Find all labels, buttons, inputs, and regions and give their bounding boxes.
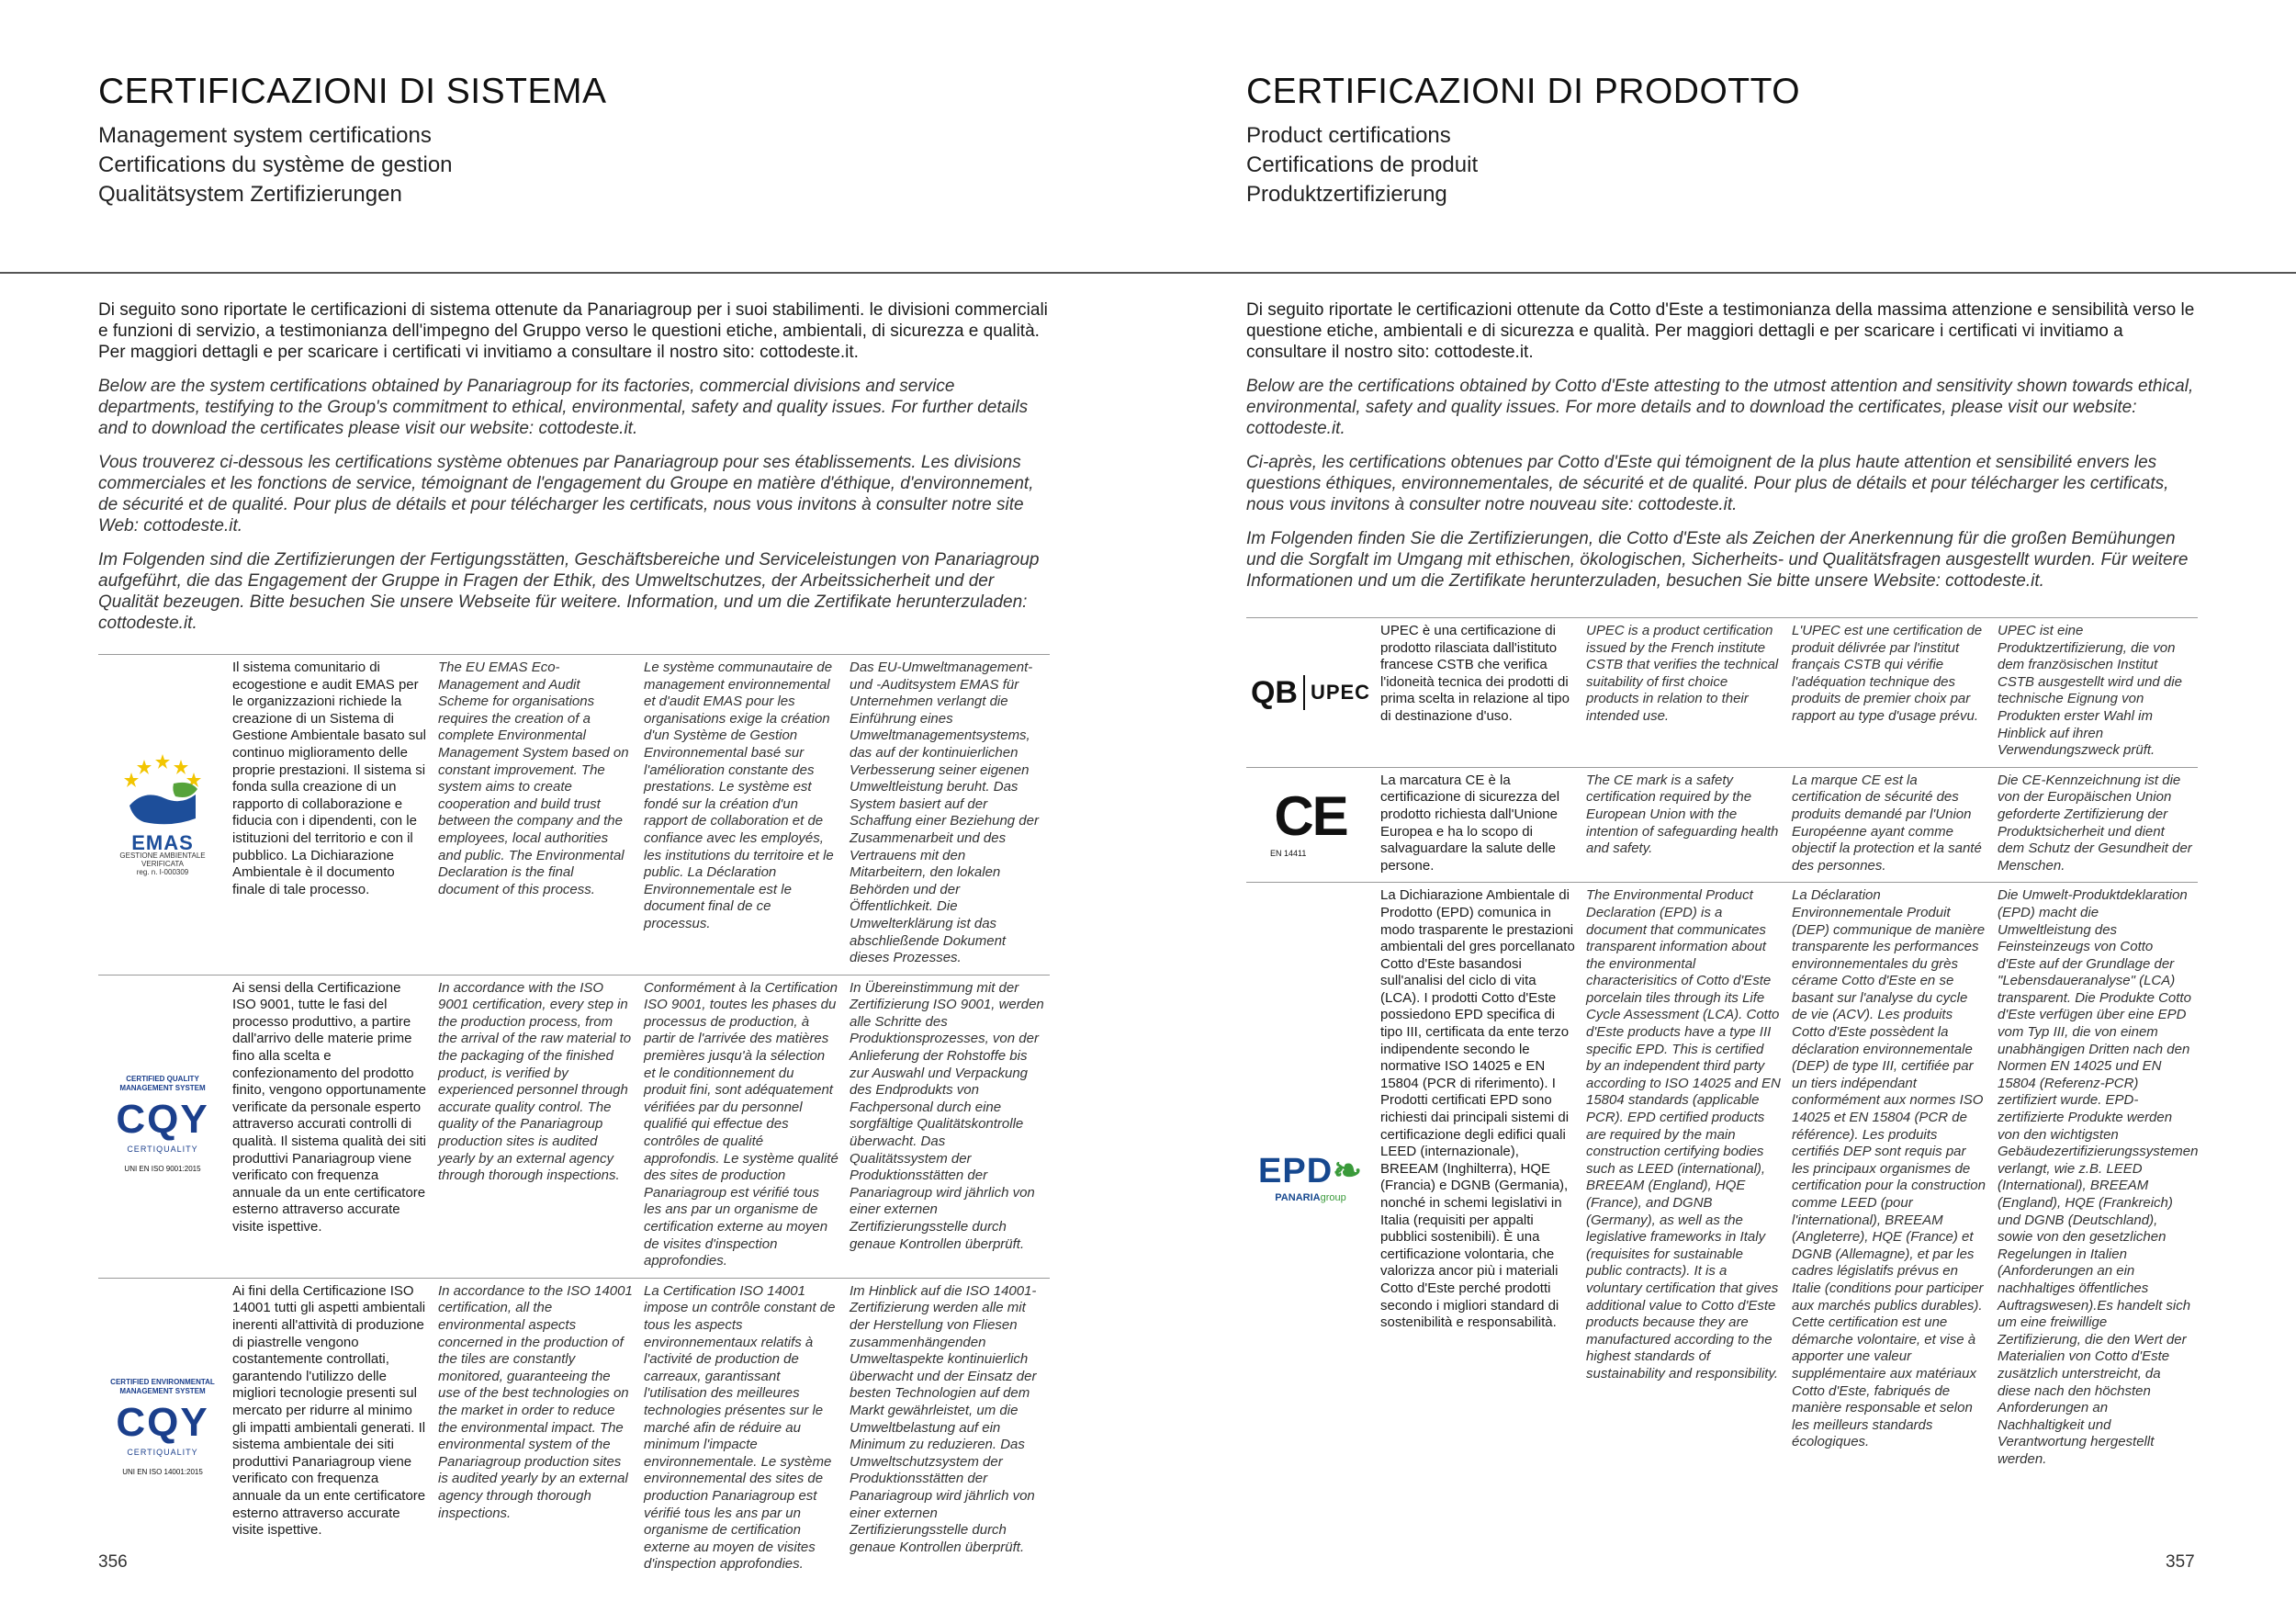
epd-logo-cell <box>1246 883 1375 1476</box>
iso9001-text-it: Ai sensi della Certificazione ISO 9001, tutte le fasi del processo produttivo, a partire dall'arrivo delle materie prime fino alla scelta e confezionamento del prodotto finito, vengono opportunamente verificate da personale esperto attraverso accurati controlli di qualità. Il sistema qualità dei siti produttivi Panariagroup viene verificato con frequenza annuale da un ente certificatore esterno attraverso accurate visite ispettive. <box>227 975 433 1278</box>
table-row <box>1246 618 2198 768</box>
epd-mark-icon <box>1250 1153 1371 1190</box>
left-subtitle-en: Management system certifications <box>98 123 432 148</box>
table-row <box>1246 883 2198 1476</box>
right-subtitles <box>1246 121 1478 209</box>
table-row <box>98 655 1050 976</box>
ce-logo-cell <box>1246 767 1375 883</box>
panaria-group-brand <box>1250 1190 1371 1207</box>
cqy-14001-wordmark: CQY <box>116 1399 209 1445</box>
ce-text-it: La marcatura CE è la certificazione di sicurezza del prodotto richiesta dall'Unione Europea e ha lo scopo di salvaguardare la salute delle persone. <box>1375 767 1581 883</box>
left-page-title: CERTIFICAZIONI DI SISTEMA <box>98 72 607 111</box>
emas-text-fr: Le système communautaire de management environnemental et d'audit EMAS pour les organisations exige la création d'un Système de Gestion Environnemental basé sur l'amélioration constante des prestations. Le système est fondé sur la création d'un rapport de collaboration et de confiance avec les employés, les institutions du territoire et le public. La Déclaration Environnementale est le document final de ce processus. <box>638 655 844 976</box>
iso9001-text-de: In Übereinstimmung mit der Zertifizierung ISO 9001, werden alle Schritte des Produktionsprozesses, von der Anlieferung der Rohstoffe bis zur Auswahl und Verpackung des Endprodukts von Fachpersonal durch eine sorgfältige Qualitätskontrolle überwacht. Das Qualitätssystem der Produktionsstätten der Panariagroup wird jährlich von einer externen Zertifizierungsstelle durch genaue Kontrollen überprüft. <box>844 975 1050 1278</box>
epd-text-en: The Environmental Product Declaration (EPD) is a document that communicates transparent information about the environmental characterisitics of Cotto d'Este porcelain tiles through its Life Cycle Assessment (LCA). Cotto d'Este products have a type III specific EPD. This is certified by an independent third party according to ISO 14025 and EN 15804 standards (applicable PCR). EPD certified products are required by the main construction certifying bodies such as LEED (international), BREEAM (England), HQE (France), and DGNB (Germany), as well as the legislative frameworks in Italy (requisites for sustainable public contracts). It is a voluntary certification that gives additional value to Cotto d'Este products because they are manufactured according to the highest standards of sustainability and responsibility. <box>1581 883 1786 1476</box>
emas-wordmark: EMAS <box>131 830 194 854</box>
upec-text-de: UPEC ist eine Produktzertifizierung, die von dem französischen Institut CSTB ausgestellt wird und die technische Eignung von Produkten erster Wahl im Hinblick auf ihren Verwendungszweck prüft. <box>1992 618 2198 768</box>
ce-text-de: Die CE-Kennzeichnung ist die von der Europäischen Union geforderte Zertifizierung der Produktsicherheit und dient dem Schutz der Gesundheit der Menschen. <box>1992 767 2198 883</box>
emas-text-it: Il sistema comunitario di ecogestione e audit EMAS per le organizzazioni richiede la creazione di un Sistema di Gestione Ambientale basato sul continuo miglioramento delle proprie prestazioni. Il sistema si fonda sulla creazione di un rapporto di collaborazione e fiducia con i dipendenti, con le istituzioni del territorio e con il pubblico. La Dichiarazione Ambientale è il documento finale di tale processo. <box>227 655 433 976</box>
epd-logo <box>1250 1153 1371 1207</box>
right-page-number: 357 <box>2166 1552 2195 1572</box>
cqy-14001-caption-2: MANAGEMENT SYSTEM <box>119 1386 206 1395</box>
right-intro-fr: Ci-après, les certifications obtenues par Cotto d'Este qui témoignent de la plus haute attention et sensibilité envers les questions éthiques, environnementales, de sécurité et de qualité. Pour plus de détails et pour télécharger les certificats, nous vous invitons à consulter notre nouveau site: cottodeste.it. <box>1246 453 2169 514</box>
table-row <box>98 1278 1050 1581</box>
ce-logo <box>1250 784 1371 863</box>
cqy-14001-logo <box>102 1378 223 1482</box>
cqy-9001-logo-cell <box>98 975 227 1278</box>
right-intro <box>1246 299 2198 604</box>
iso9001-text-en: In accordance with the ISO 9001 certification, every step in the production process, from the arrival of the raw material to the packaging of the finished product, is verified by experienced personnel through accurate quality control. The quality of the Panariagroup production sites is audited yearly by an external agency through thorough inspections. <box>433 975 638 1278</box>
upec-wordmark: UPEC <box>1310 680 1371 704</box>
left-intro-en: Below are the system certifications obtained by Panariagroup for its factories, commercial divisions and service departments, testifying to the Group's commitment to ethical, environmental, safety and quality issues. For further details and to download the certificates please visit our website: cottodeste.it. <box>98 377 1029 438</box>
cqy-9001-logo <box>102 1075 223 1179</box>
right-subtitle-en: Product certifications <box>1246 123 1451 148</box>
emas-stars-icon <box>117 752 208 829</box>
epd-text-de: Die Umwelt-Produktdeklaration (EPD) macht die Umweltleistung des Feinsteinzeugs von Cotto d'Este auf der Grundlage der "Lebensdaueranalyse" (LCA) transparent. Die Produkte Cotto d'Este verfügen über eine EPD vom Typ III, die von einem unabhängigen Dritten nach den Normen EN 14025 und EN 15804 (Referenz-PCR) zertifiziert wurde. EPD-zertifizierte Produkte werden von den wichtigsten Gebäudezertifizierungssystemen verlangt, wie z.B. LEED (International), BREEAM (England), HQE (Frankreich) und DGNB (Deutschland), sowie von den gesetzlichen Regelungen in Italien (Anforderungen an ein nachhaltiges öffentliches Auftragswesen).Es handelt sich um eine freiwillige Zertifizierung, die den Wert der Materialien von Cotto d'Este zusätzlich unterstreicht, da diese nach den höchsten Anforderungen an Nachhaltigkeit und Verantwortung hergestellt werden. <box>1992 883 2198 1476</box>
iso14001-text-it: Ai fini della Certificazione ISO 14001 tutti gli aspetti ambientali inerenti all'attività di produzione di piastrelle vengono costantemente controllati, garantendo l'utilizzo delle migliori tecnologie presenti sul mercato per ridurre al minimo gli impatti ambientali generati. Il sistema ambientale dei siti produttivi Panariagroup viene verificato con frequenza annuale da un ente certificatore esterno attraverso accurate visite ispettive. <box>227 1278 433 1581</box>
emas-text-de: Das EU-Umweltmanagement- und -Auditsystem EMAS für Unternehmen verlangt die Einführung eines Umweltmanagementsystems, das auf der kontinuierlichen Verbesserung seiner eigenen Umweltleistung beruht. Das System basiert auf der Schaffung einer Beziehung der Zusammenarbeit und des Vertrauens mit den Mitarbeitern, den lokalen Behörden und der Öffentlichkeit. Die Umwelterklärung ist das abschließende Dokument dieses Prozesses. <box>844 655 1050 976</box>
upec-text-it: UPEC è una certificazione di prodotto rilasciata dall'istituto francese CSTB che verifica l'idoneità tecnica dei prodotti di prima scelta in relazione al tipo di destinazione d'uso. <box>1375 618 1581 768</box>
left-certifications-table <box>98 654 1050 1581</box>
emas-text-en: The EU EMAS Eco-Management and Audit Scheme for organisations requires the creation of a complete Environmental Management System based on constant improvement. The system aims to create cooperation and build trust between the company and the employees, local authorities and public. The Environmental Declaration is the final document of this process. <box>433 655 638 976</box>
cqy-9001-wordmark: CQY <box>116 1096 209 1142</box>
right-intro-de: Im Folgenden finden Sie die Zertifizierungen, die Cotto d'Este als Zeichen der Anerkennung für die großen Bemühungen und die Sorgfalt im Umgang mit ethischen, ökologischen, Sicherheits- und Qualitätsfragen ausgestellt wurden. Für weitere Informationen und um die Zertifikate herunterzuladen, besuchen Sie bitte unsere Website: cottodeste.it. <box>1246 529 2189 591</box>
cqy-9001-caption-1: CERTIFIED QUALITY <box>126 1074 199 1083</box>
right-intro-it: Di seguito riportate le certificazioni ottenute da Cotto d'Este a testimonianza della massima attenzione e sensibilità verso le questione etiche, ambientali e di sicurezza e qualità. Per maggiori dettagli e per scaricare i certificati vi invitiamo a consultare il nostro sito: cottodeste.it. <box>1246 300 2195 362</box>
emas-logo <box>102 752 223 876</box>
ce-text-fr: La marque CE est la certification de sécurité des produits demandé par l'Union Européenne ayant comme objectif la protection et la santé des personnes. <box>1786 767 1992 883</box>
right-intro-en: Below are the certifications obtained by Cotto d'Este attesting to the utmost attention and sensitivity shown towards ethical, environmental, safety and quality issues. For more details and to download the certificates, please visit our website: cottodeste.it. <box>1246 377 2194 438</box>
left-intro <box>98 299 1050 647</box>
left-intro-de: Im Folgenden sind die Zertifizierungen der Fertigungsstätten, Geschäftsbereiche und Serviceleistungen von Panariagroup aufgeführt, die das Engagement der Gruppe in Fragen der Ethik, des Umweltschutzes, der Arbeitssicherheit und der Qualität bezeugen. Bitte besuchen Sie unsere Webseite für weitere. Information, und um die Zertifikate herunterzuladen: cottodeste.it. <box>98 550 1040 633</box>
left-subtitles <box>98 121 453 209</box>
cqy-9001-brand: CERTIQUALITY <box>127 1144 198 1154</box>
leaf-icon: ❧ <box>1333 1151 1363 1190</box>
emas-caption-1: GESTIONE AMBIENTALE <box>119 851 206 861</box>
table-row <box>98 975 1050 1278</box>
left-subtitle-fr: Certifications du système de gestion <box>98 152 453 177</box>
cqy-14001-logo-cell <box>98 1278 227 1581</box>
iso14001-text-fr: La Certification ISO 14001 impose un contrôle constant de tous les aspects environnementaux relatifs à l'activité de production de carreaux, garantissant l'utilisation des meilleures technologies présentes sur le marché afin de réduire au minimum l'impacte environnementale. Le système environnemental des sites de production Panariagroup est vérifié tous les ans par un organisme de certification externe au moyen de visites d'inspection approfondies. <box>638 1278 844 1581</box>
ce-text-en: The CE mark is a safety certification required by the European Union with the intention of safeguarding health and safety. <box>1581 767 1786 883</box>
upec-text-fr: L'UPEC est une certification de produit délivrée par l'institut français CSTB qui vérifie l'adéquation technique des produits de premier choix par rapport au type d'usage prévu. <box>1786 618 1992 768</box>
cqy-9001-norm: UNI EN ISO 9001:2015 <box>124 1165 201 1174</box>
emas-caption-2: VERIFICATA <box>141 860 184 869</box>
upec-logo <box>1250 675 1371 710</box>
panaria-brand: PANARIA <box>1275 1191 1321 1203</box>
upec-logo-cell <box>1246 618 1375 768</box>
iso14001-text-en: In accordance to the ISO 14001 certification, all the environmental aspects concerned in the production of the tiles are constantly monitored, guaranteeing the use of the best technologies on the market in order to reduce the environmental impact. The environmental system of the Panariagroup production sites is audited yearly by an external agency through thorough inspections. <box>433 1278 638 1581</box>
header-divider <box>0 272 2296 274</box>
left-intro-it: Di seguito sono riportate le certificazioni di sistema ottenute da Panariagroup per i suoi stabilimenti. le divisioni commerciali e funzioni di servizio, a testimonianza dell'impegno del Gruppo verso le questioni etiche, ambientali, di sicurezza e qualità. Per maggiori dettagli e per scaricare i certificati vi invitiamo a consultare il nostro sito: cottodeste.it. <box>98 300 1048 362</box>
qb-mark-icon: QB <box>1251 675 1305 710</box>
upec-text-en: UPEC is a product certification issued by the French institute CSTB that verifies the technical suitability of first choice products in relation to their intended use. <box>1581 618 1786 768</box>
right-subtitle-fr: Certifications de produit <box>1246 152 1479 177</box>
epd-text-fr: La Déclaration Environnementale Produit (DEP) communique de manière transparente les performances environnementales du grès cérame Cotto d'Este en se basant sur l'analyse du cycle de vie (ACV). Les produits Cotto d'Este possèdent la déclaration environnementale (DEP) de type III, certifiée par un tiers indépendant conformément aux normes ISO 14025 et EN 15804 (PCR de référence). Les produits certifiés DEP sont requis par les principaux organismes de certification pour la construction comme LEED (pour l'international), BREEAM (Angleterre), HQE (France) et DGNB (Allemagne), et par les cadres législatifs prévus en Italie (conditions pour participer aux marchés publics durables). Cette certification est une démarche volontaire, et vise à apporter une valeur supplémentaire aux matériaux Cotto d'Este, fabriqués de manière responsable et selon les meilleurs standards écologiques. <box>1786 883 1992 1476</box>
iso14001-text-de: Im Hinblick auf die ISO 14001-Zertifizierung werden alle mit der Herstellung von Fliesen zusammenhängenden Umweltaspekte kontinuierlich überwacht und der Einsatz der besten Technologien auf dem Markt gewährleistet, um die Umweltbelastung auf ein Minimum zu reduzieren. Das Umweltschutzsystem der Produktionsstätten der Panariagroup wird jährlich von einer externen Zertifizierungsstelle durch genaue Kontrollen überprüft. <box>844 1278 1050 1581</box>
epd-text-it: La Dichiarazione Ambientale di Prodotto (EPD) comunica in modo trasparente le prestazioni ambientali del gres porcellanato Cotto d'Este basandosi sull'analisi del ciclo di vita (LCA). I prodotti Cotto d'Este possiedono EPD specifica di tipo III, certificata da ente terzo indipendente secondo le normative ISO 14025 e EN 15804 (PCR di riferimento). I Prodotti certificati EPD sono richiesti dai principali sistemi di certificazione degli edifici quali LEED (internazionale), BREEAM (Inghilterra), HQE (Francia) e DGNB (Germania), nonché in schemi legislativi in Italia (requisiti per appalti pubblici sostenibili). È una certificazione volontaria, che valorizza ancor più i materiali Cotto d'Este perché prodotti secondo i migliori standard di sostenibilità e responsabilità. <box>1375 883 1581 1476</box>
cqy-14001-norm: UNI EN ISO 14001:2015 <box>122 1468 203 1477</box>
cqy-14001-brand: CERTIQUALITY <box>127 1447 198 1457</box>
ce-norm: EN 14411 <box>1270 848 1307 858</box>
table-row <box>1246 767 2198 883</box>
right-subtitle-de: Produktzertifizierung <box>1246 182 1447 207</box>
right-certifications-table <box>1246 617 2198 1476</box>
iso9001-text-fr: Conformément à la Certification ISO 9001, toutes les phases du processus de production, à partir de l'arrivée des matières premières jusqu'à la sélection et le conditionnement du produit fini, sont adéquatement vérifiées par du personnel qualifié qui effectue des contrôles de qualité approfondis. Le système qualité des sites de production Panariagroup est vérifié tous les ans par un organisme de certification externe au moyen de visites d'inspection approfondies. <box>638 975 844 1278</box>
epd-wordmark: EPD <box>1258 1151 1334 1190</box>
right-page-title: CERTIFICAZIONI DI PRODOTTO <box>1246 72 1801 111</box>
emas-logo-cell <box>98 655 227 976</box>
cqy-9001-caption-2: MANAGEMENT SYSTEM <box>119 1083 206 1092</box>
left-subtitle-de: Qualitätsystem Zertifizierungen <box>98 182 402 207</box>
left-intro-fr: Vous trouverez ci-dessous les certifications système obtenues par Panariagroup pour ses établissements. Les divisions commerciales et les fonctions de service, témoignant de l'engagement du Groupe en matière d'éthique, d'environnement, de sécurité et de qualité. Pour plus de détails et pour télécharger les certificats, nous vous invitons à consulter notre site Web: cottodeste.it. <box>98 453 1034 536</box>
group-brand: group <box>1320 1191 1346 1203</box>
emas-caption-3: reg. n. I-000309 <box>136 868 189 877</box>
ce-mark-icon: CE <box>1274 784 1347 847</box>
cqy-14001-caption-1: CERTIFIED ENVIRONMENTAL <box>110 1377 215 1386</box>
left-page-number: 356 <box>98 1552 128 1572</box>
